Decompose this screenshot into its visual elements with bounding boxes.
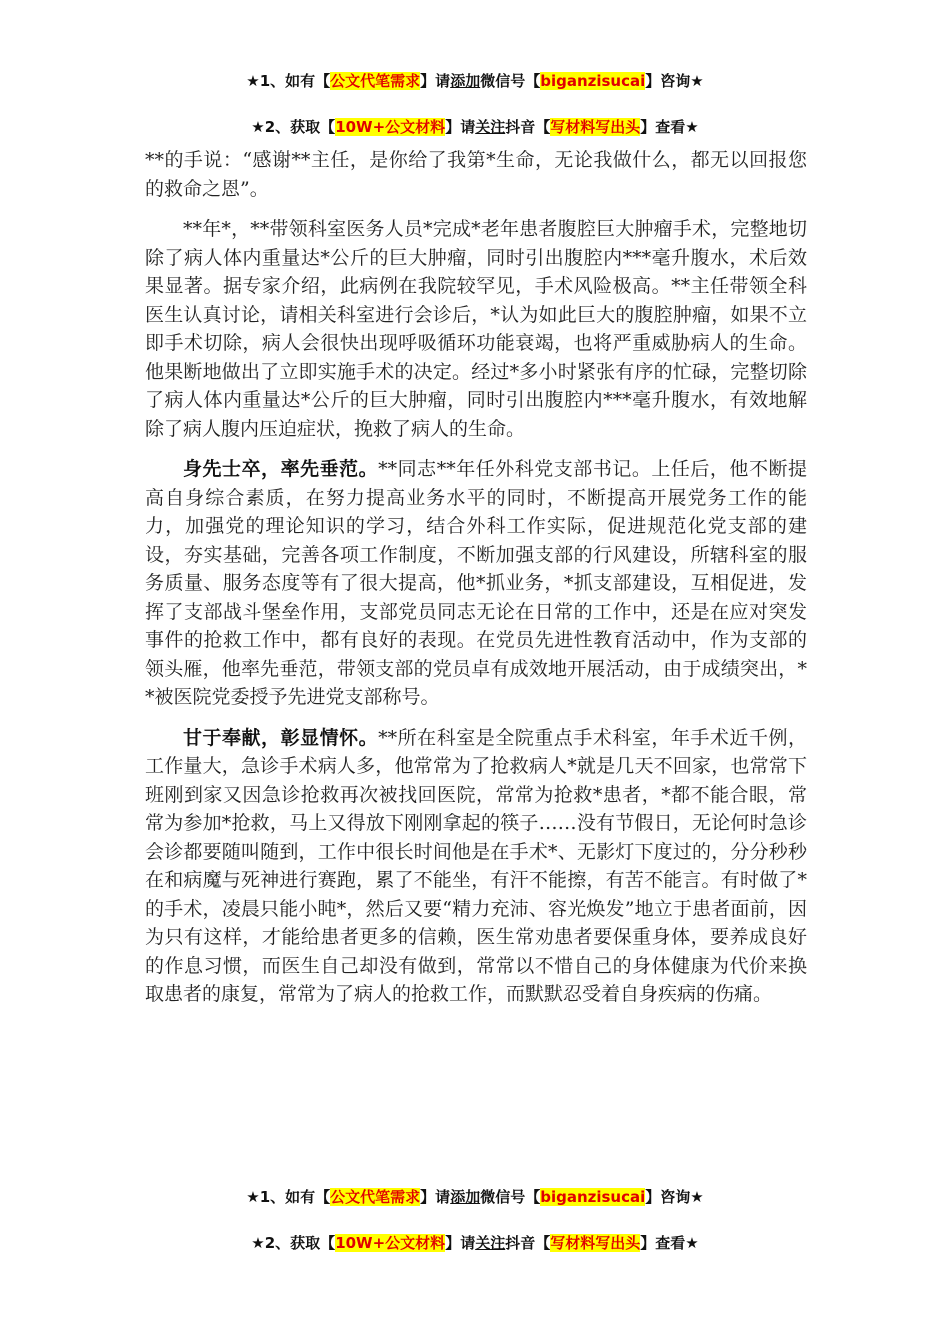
banner-line-writing-service <box>0 70 950 92</box>
banner-text: ★1、如有【 <box>246 72 331 90</box>
highlight-writing-service: 公文代笔需求 <box>330 72 421 90</box>
banner-underlined-text: 添加 <box>450 72 481 90</box>
paragraph-heading: 身先士卒，率先垂范。 <box>183 458 379 480</box>
paragraph-heading: 甘于奉献，彰显情怀。 <box>183 726 379 749</box>
highlight-wechat-id: biganzisucai <box>540 72 646 90</box>
banner-text: 微信号【 <box>480 1188 541 1206</box>
highlight-materials: 10W+公文材料 <box>335 118 446 136</box>
banner-text: 】请 <box>445 1234 476 1252</box>
paragraph-surgery: **年*，**带领科室医务人员*完成*老年患者腹腔巨大肿瘤手术，完整地切除了病人体内重量达*公斤的巨大肿瘤，同时引出腹腔内***毫升腹水，术后效果显著。据专家介绍，此病例在我院较罕见，手术风险极高。**主任带领全科医生认真讨论，请相关科室进行会诊后，*认为如此巨大的腹腔肿瘤，如果不立即手术切除，病人会很快出现呼吸循环功能衰竭，也将严重威胁病人的生命。他果断地做出了立即实施手术的决定。经过*多小时紧张有序的忙碌，完整切除了病人体内重量达*公斤的巨大肿瘤，同时引出腹腔内***毫升腹水，有效地解除了病人腹内压迫症状，挽救了病人的生命。 <box>145 218 807 440</box>
banner-text: ★1、如有【 <box>246 1188 331 1206</box>
highlight-writing-service: 公文代笔需求 <box>330 1188 421 1206</box>
banner-text: ★2、获取【 <box>251 1234 336 1252</box>
document-body <box>145 146 807 1021</box>
banner-text: 】咨询★ <box>645 72 704 90</box>
banner-text: 微信号【 <box>480 72 541 90</box>
banner-text: 】查看★ <box>640 1234 699 1252</box>
banner-underlined-text: 关注 <box>475 1234 506 1252</box>
banner-line-writing-service <box>0 1186 950 1208</box>
highlight-douyin-account: 写材料写出头 <box>550 118 641 136</box>
banner-text: 】请 <box>420 1188 451 1206</box>
highlight-materials: 10W+公文材料 <box>335 1234 446 1252</box>
banner-line-douyin <box>0 1232 950 1254</box>
banner-underlined-text: 关注 <box>475 118 506 136</box>
highlight-douyin-account: 写材料写出头 <box>550 1234 641 1252</box>
banner-text: 抖音【 <box>505 118 551 136</box>
banner-line-douyin <box>0 116 950 138</box>
paragraph-text: **所在科室是全院重点手术科室，年手术近千例，工作量大，急诊手术病人多，他常常为了抢救病人*就是几天不回家，也常常下班刚到家又因急诊抢救再次被找回医院，常常为抢救*患者，*都不能合眼，常常为参加*抢救，马上又得放下刚刚拿起的筷子……没有节假日，无论何时急诊会诊都要随叫随到，工作中很长时间他是在手术*、无影灯下度过的，分分秒秒在和病魔与死神进行赛跑，累了不能坐，有汗不能擦，有苦不能言。有时做了*的手术，凌晨只能小盹*，然后又要“精力充沛、容光焕发”地立于患者面前，因为只有这样，才能给患者更多的信赖，医生常劝患者要保重身体，要养成良好的作息习惯，而医生自己却没有做到，常常以不惜自己的身体健康为代价来换取患者的康复，常常为了病人的抢救工作，而默默忍受着自身疾病的伤痛。 <box>145 726 807 1005</box>
banner-text: 】请 <box>445 118 476 136</box>
banner-text: 抖音【 <box>505 1234 551 1252</box>
banner-text: 】查看★ <box>640 118 699 136</box>
footer-banner <box>0 1186 950 1278</box>
paragraph-quote: **的手说：“感谢**主任，是你给了我第*生命，无论我做什么，都无以回报您的救命之恩”。 <box>145 149 807 200</box>
banner-text: 】咨询★ <box>645 1188 704 1206</box>
paragraph-text: **同志**年任外科党支部书记。上任后，他不断提高自身综合素质，在努力提高业务水平的同时，不断提高开展党务工作的能力，加强党的理论知识的学习，结合外科工作实际，促进规范化党支部的建设，夯实基础，完善各项工作制度，不断加强支部的行风建设，所辖科室的服务质量、服务态度等有了很大提高，他*抓业务，*抓支部建设，互相促进，发挥了支部战斗堡垒作用，支部党员同志无论在日常的工作中，还是在应对突发事件的抢救工作中，都有良好的表现。在党员先进性教育活动中，作为支部的领头雁，他率先垂范，带领支部的党员卓有成效地开展活动，由于成绩突出，**被医院党委授予先进党支部称号。 <box>145 458 807 708</box>
banner-text: 】请 <box>420 72 451 90</box>
paragraph-dedication <box>145 724 807 1009</box>
highlight-wechat-id: biganzisucai <box>540 1188 646 1206</box>
paragraph-leadership <box>145 455 807 712</box>
banner-underlined-text: 添加 <box>450 1188 481 1206</box>
banner-text: ★2、获取【 <box>251 118 336 136</box>
